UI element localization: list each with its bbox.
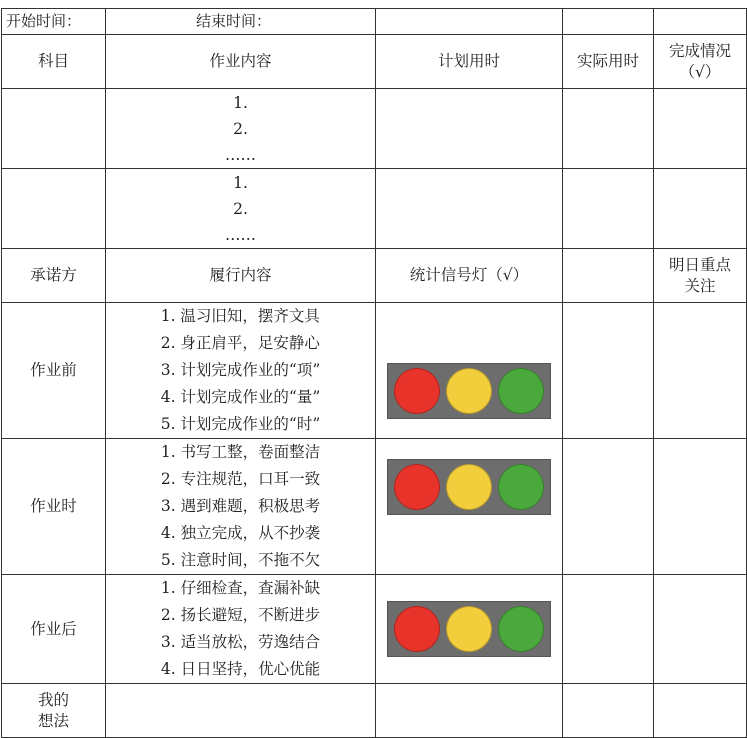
thoughts-cell[interactable] [106,684,376,738]
list-item: 3. 适当放松，劳逸结合 [160,633,321,651]
subject-header: 科目 [2,35,106,89]
yellow-light-icon[interactable] [446,606,492,652]
completion-header-line2: （√） [679,62,721,81]
start-time-cell[interactable] [2,9,106,35]
thoughts-label [2,684,106,738]
table-row [2,575,747,684]
completion-header [654,35,747,89]
subject-cell[interactable] [2,169,106,249]
list-item: …… [225,145,256,164]
blank-cell[interactable] [376,9,563,35]
content-header: 作业内容 [106,35,376,89]
list-item: 2. [233,119,248,138]
blank-cell[interactable] [563,439,654,575]
list-item: 4. 独立完成，从不抄袭 [160,524,321,542]
list-item: 4. 计划完成作业的“量” [160,388,321,406]
table-row [2,169,747,249]
actual-time-cell[interactable] [563,169,654,249]
list-item: 2. 扬长避短，不断进步 [160,606,321,624]
list-item: 3. 计划完成作业的“项” [160,361,321,379]
red-light-icon[interactable] [394,368,440,414]
signal-light-cell [376,575,563,684]
blank-cell[interactable] [563,249,654,303]
list-item: 1. [233,93,248,112]
promiser-header: 承诺方 [2,249,106,303]
list-item: 1. 仔细检查，查漏补缺 [160,579,321,597]
list-item: 5. 计划完成作业的“时” [160,415,321,433]
table-row [2,684,747,738]
homework-plan-table [1,8,747,738]
yellow-light-icon[interactable] [446,368,492,414]
actual-time-header: 实际用时 [563,35,654,89]
fulfillment-cell [106,439,376,575]
blank-cell[interactable] [654,9,747,35]
phase-label: 作业前 [2,303,106,439]
actual-time-cell[interactable] [563,89,654,169]
list-item: 2. 身正肩平，足安静心 [160,334,320,352]
list-item: 2. [233,199,248,218]
fulfillment-cell [106,303,376,439]
table-row [2,89,747,169]
thoughts-cell[interactable] [376,684,563,738]
signal-light-cell [376,439,563,575]
table-row [2,303,747,439]
subject-cell[interactable] [2,89,106,169]
content-cell[interactable] [106,89,376,169]
completion-cell[interactable] [654,89,747,169]
thoughts-cell[interactable] [654,684,747,738]
blank-cell[interactable] [563,303,654,439]
blank-cell[interactable] [563,575,654,684]
planned-time-cell[interactable] [376,89,563,169]
end-time-label: 结束时间： [196,12,272,31]
signal-light-cell [376,303,563,439]
green-light-icon[interactable] [498,606,544,652]
completion-cell[interactable] [654,169,747,249]
blank-cell[interactable] [563,9,654,35]
yellow-light-icon[interactable] [446,464,492,510]
signal-light-header: 统计信号灯（√） [376,249,563,303]
list-item: 2. 专注规范，口耳一致 [160,470,321,488]
planned-time-header: 计划用时 [376,35,563,89]
phase-label: 作业后 [2,575,106,684]
list-item: …… [225,225,256,244]
fulfillment-header: 履行内容 [106,249,376,303]
list-item: 3. 遇到难题，积极思考 [160,497,321,515]
end-time-cell[interactable] [106,9,376,35]
start-time-label: 开始时间： [6,12,82,31]
focus-header-line1: 明日重点 [668,255,731,274]
list-item: 4. 日日坚持，优心优能 [160,660,321,678]
red-light-icon[interactable] [394,606,440,652]
traffic-light-panel [387,459,551,515]
phase-label: 作业时 [2,439,106,575]
thoughts-label-line2: 想法 [37,711,69,730]
focus-header-line2: 关注 [684,276,716,295]
list-item: 1. [233,173,248,192]
thoughts-label-line1: 我的 [37,690,69,709]
red-light-icon[interactable] [394,464,440,510]
thoughts-cell[interactable] [563,684,654,738]
focus-header [654,249,747,303]
focus-cell[interactable] [654,303,747,439]
list-item: 1. 温习旧知，摆齐文具 [160,307,320,325]
list-item: 5. 注意时间，不拖不欠 [160,551,321,569]
table-row [2,439,747,575]
green-light-icon[interactable] [498,464,544,510]
focus-cell[interactable] [654,439,747,575]
focus-cell[interactable] [654,575,747,684]
traffic-light-panel [387,363,551,419]
content-cell[interactable] [106,169,376,249]
list-item: 1. 书写工整，卷面整洁 [160,443,321,461]
planned-time-cell[interactable] [376,169,563,249]
completion-header-line1: 完成情况 [668,41,731,60]
traffic-light-panel [387,601,551,657]
green-light-icon[interactable] [498,368,544,414]
fulfillment-cell [106,575,376,684]
